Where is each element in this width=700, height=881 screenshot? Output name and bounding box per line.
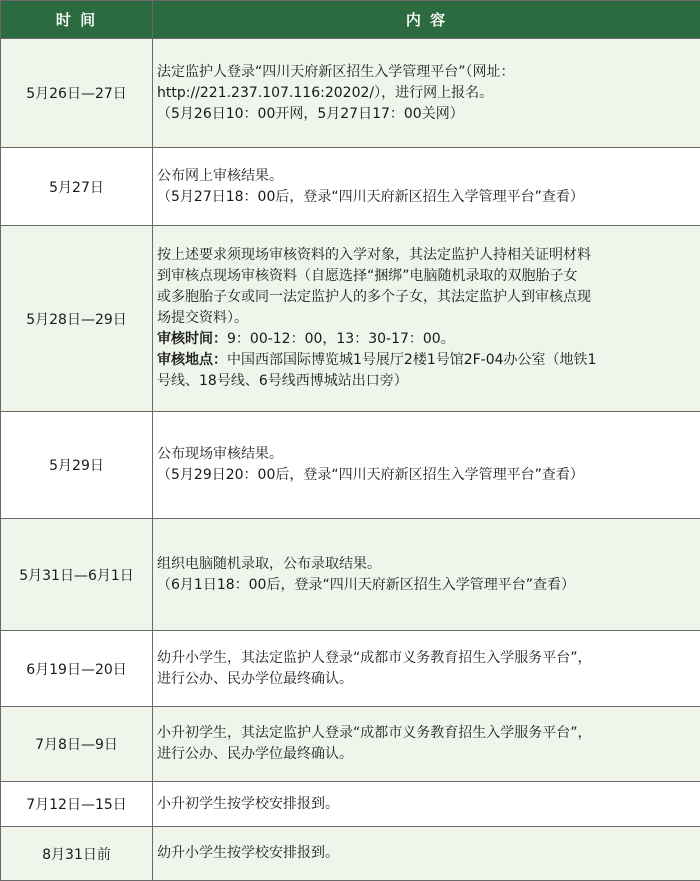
content-line: 公布现场审核结果。 [157,444,694,465]
row-content [153,631,700,707]
content-line: 进行公办、民办学位最终确认。 [157,669,694,690]
row-content [153,827,700,881]
table-row [1,412,700,519]
content-line: 按上述要求须现场审核资料的入学对象，其法定监护人持相关证明材料 [157,245,694,266]
content-line: 到审核点现场审核资料（自愿选择“捆绑”电脑随机录取的双胞胎子女 [157,266,694,287]
content-line: （5月27日18：00后，登录“四川天府新区招生入学管理平台”查看） [157,187,694,208]
content-line: 小升初学生，其法定监护人登录“成都市义务教育招生入学服务平台”， [157,723,694,744]
table-row [1,148,700,226]
content-line: 或多胞胎子女或同一法定监护人的多个子女，其法定监护人到审核点现 [157,287,694,308]
review-place-line [157,350,694,371]
content-line: 法定监护人登录“四川天府新区招生入学管理平台”（网址： [157,62,694,83]
review-place-line-2: 号线、18号线、6号线西博城站出口旁） [157,371,694,392]
row-time: 5月26日—27日 [1,39,153,148]
content-line: 场提交资料）。 [157,308,694,329]
content-line: http://221.237.107.116:20202/），进行网上报名。 [157,83,694,104]
table-row [1,827,700,881]
table-row [1,782,700,827]
row-content [153,39,700,148]
row-content [153,226,700,412]
row-content [153,707,700,782]
row-time: 7月8日—9日 [1,707,153,782]
review-time-value: 9：00-12：00，13：30-17：00。 [227,331,455,347]
header-content: 内 容 [153,1,700,39]
review-place-value: 中国西部国际博览城1号展厅2楼1号馆2F-04办公室（地铁1 [227,352,596,368]
content-line: 公布网上审核结果。 [157,166,694,187]
row-content [153,412,700,519]
table-row [1,39,700,148]
review-time-label: 审核时间： [157,331,227,347]
table-row [1,226,700,412]
content-line: 进行公办、民办学位最终确认。 [157,744,694,765]
content-line: 小升初学生按学校安排报到。 [157,794,694,815]
row-time: 5月27日 [1,148,153,226]
review-time-line [157,329,694,350]
row-time: 7月12日—15日 [1,782,153,827]
content-line: （6月1日18：00后，登录“四川天府新区招生入学管理平台”查看） [157,575,694,596]
row-content [153,148,700,226]
row-time: 6月19日—20日 [1,631,153,707]
content-line: 组织电脑随机录取，公布录取结果。 [157,554,694,575]
row-time: 5月28日—29日 [1,226,153,412]
row-time: 5月31日—6月1日 [1,519,153,631]
row-time: 5月29日 [1,412,153,519]
row-content [153,782,700,827]
table-header-row [1,1,700,39]
row-content [153,519,700,631]
review-place-label: 审核地点： [157,352,227,368]
content-line: 幼升小学生按学校安排报到。 [157,843,694,864]
content-line: （5月26日10：00开网，5月27日17：00关网） [157,104,694,125]
content-line: （5月29日20：00后，登录“四川天府新区招生入学管理平台”查看） [157,465,694,486]
table-row [1,631,700,707]
table-row [1,707,700,782]
table-row [1,519,700,631]
row-time: 8月31日前 [1,827,153,881]
content-line: 幼升小学生，其法定监护人登录“成都市义务教育招生入学服务平台”， [157,648,694,669]
header-time: 时 间 [1,1,153,39]
